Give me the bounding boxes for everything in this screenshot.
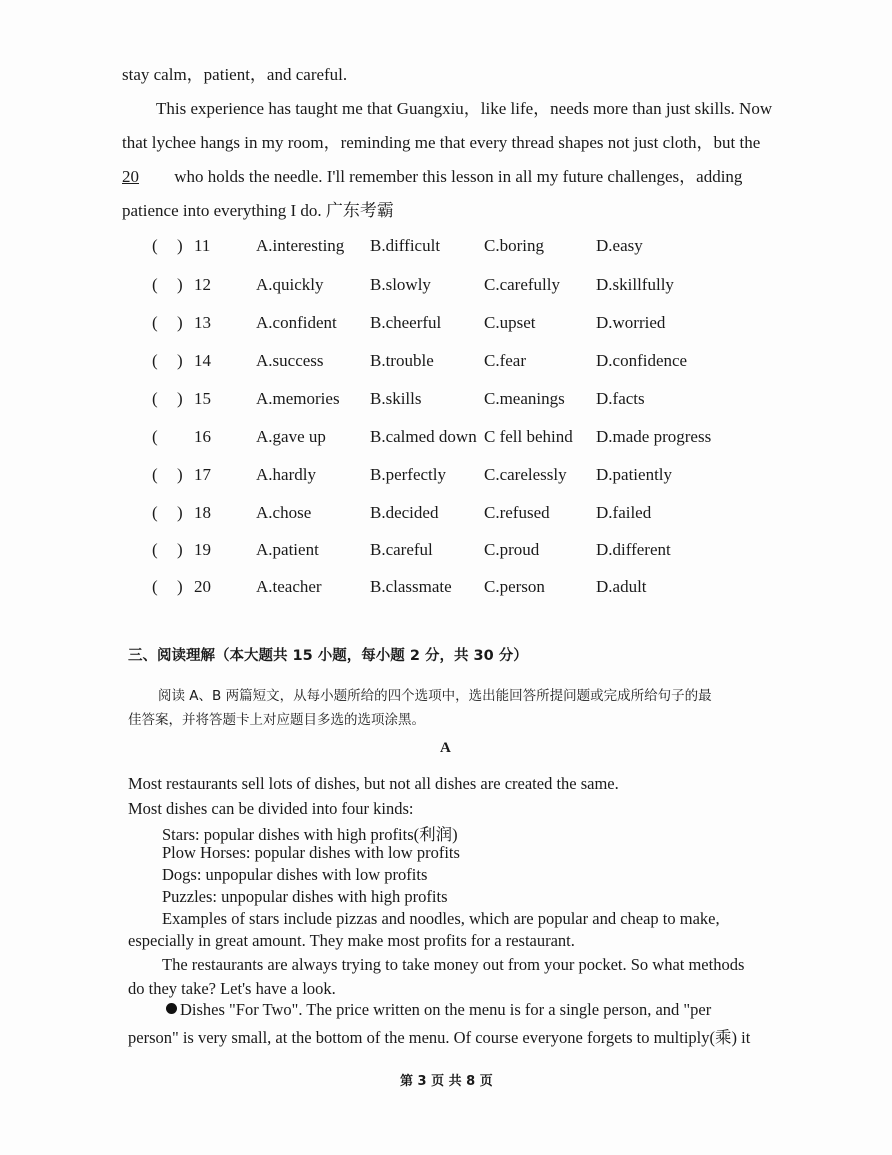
option-a: A.patient [256, 540, 319, 559]
answer-paren-open: ( [152, 313, 158, 332]
option-c: C.proud [484, 540, 540, 559]
answer-paren-open: ( [152, 236, 158, 255]
passage-text-line: Stars: popular dishes with high profits(利润) [162, 825, 458, 844]
question-number: 13 [194, 313, 211, 332]
passage-text-line: Dogs: unpopular dishes with low profits [162, 865, 428, 884]
answer-paren-close: ) [177, 503, 183, 522]
answer-paren-close: ) [177, 351, 183, 370]
passage-text: Dishes "For Two". The price written on the menu is for a single person, and "per [180, 1000, 712, 1019]
page-number: 第 3 页 共 8 页 [400, 1074, 493, 1089]
bullet-icon [166, 1003, 177, 1014]
question-number: 16 [194, 427, 211, 446]
option-d: D.easy [596, 236, 643, 255]
option-b: B.slowly [370, 275, 431, 294]
question-row [152, 236, 772, 266]
answer-paren-close: ) [177, 236, 183, 255]
passage-text-line: stay calm，patient，and careful. [122, 65, 348, 84]
answer-paren-close: ) [177, 465, 183, 484]
option-c: C.carefully [484, 275, 560, 294]
answer-paren-open: ( [152, 427, 158, 446]
passage-text-line: Puzzles: unpopular dishes with high profits [162, 887, 448, 906]
passage-text-line: patience into everything I do. 广东考霸 [122, 201, 394, 220]
answer-paren-open: ( [152, 577, 158, 596]
option-c: C fell behind [484, 427, 573, 446]
blank-number: 20 [122, 167, 139, 186]
passage-label: A [440, 740, 451, 756]
option-d: D.failed [596, 503, 652, 522]
option-d: D.different [596, 540, 671, 559]
option-b: B.calmed down [370, 427, 477, 446]
answer-paren-open: ( [152, 465, 158, 484]
passage-text-line: The restaurants are always trying to take money out from your pocket. So what methods [162, 955, 745, 974]
option-b: B.cheerful [370, 313, 442, 332]
option-c: C.upset [484, 313, 536, 332]
option-a: A.quickly [256, 275, 324, 294]
option-d: D.patiently [596, 465, 673, 484]
answer-paren-open: ( [152, 540, 158, 559]
section-instruction: 阅读 A、B 两篇短文，从每小题所给的四个选项中，选出能回答所提问题或完成所给句子的最 [158, 688, 712, 704]
option-a: A.memories [256, 389, 340, 408]
option-d: D.confidence [596, 351, 688, 370]
passage-text-line [166, 1000, 711, 1020]
passage-text: who holds the needle. I'll remember this lesson in all my future challenges，adding [174, 167, 743, 186]
answer-paren-open: ( [152, 275, 158, 294]
passage-text-line: Most restaurants sell lots of dishes, but not all dishes are created the same. [128, 774, 619, 793]
question-row [152, 351, 772, 381]
option-d: D.skillfully [596, 275, 674, 294]
question-row [152, 389, 772, 419]
question-row [152, 503, 772, 533]
question-row [152, 427, 772, 457]
answer-paren-close: ) [177, 389, 183, 408]
option-b: B.decided [370, 503, 439, 522]
answer-paren-open: ( [152, 351, 158, 370]
passage-text-line: Examples of stars include pizzas and noodles, which are popular and cheap to make, [162, 909, 720, 928]
passage-text-line: do they take? Let's have a look. [128, 979, 336, 998]
option-b: B.perfectly [370, 465, 446, 484]
question-number: 18 [194, 503, 211, 522]
question-number: 14 [194, 351, 211, 370]
option-d: D.worried [596, 313, 666, 332]
option-d: D.made progress [596, 427, 712, 446]
answer-paren-close: ) [177, 540, 183, 559]
passage-text-line [122, 160, 742, 194]
option-b: B.classmate [370, 577, 452, 596]
option-c: C.refused [484, 503, 550, 522]
passage-text-line: Plow Horses: popular dishes with low profits [162, 843, 460, 862]
answer-paren-close: ) [177, 275, 183, 294]
answer-paren-close: ) [177, 577, 183, 596]
question-number: 20 [194, 577, 211, 596]
option-c: C.carelessly [484, 465, 567, 484]
question-number: 19 [194, 540, 211, 559]
section-heading: 三、阅读理解（本大题共 15 小题，每小题 2 分，共 30 分） [128, 648, 528, 664]
passage-text-line: Most dishes can be divided into four kinds: [128, 799, 414, 818]
option-a: A.chose [256, 503, 312, 522]
passage-text-line: This experience has taught me that Guangxiu，like life，needs more than just skills. Now [156, 99, 773, 118]
question-number: 12 [194, 275, 211, 294]
question-number: 11 [194, 236, 211, 255]
question-row [152, 577, 772, 607]
question-row [152, 540, 772, 570]
option-d: D.adult [596, 577, 647, 596]
option-d: D.facts [596, 389, 645, 408]
option-a: A.teacher [256, 577, 322, 596]
option-c: C.person [484, 577, 545, 596]
option-a: A.success [256, 351, 324, 370]
option-a: A.hardly [256, 465, 316, 484]
option-c: C.boring [484, 236, 544, 255]
question-row [152, 275, 772, 305]
option-b: B.careful [370, 540, 433, 559]
option-c: C.meanings [484, 389, 565, 408]
option-c: C.fear [484, 351, 527, 370]
question-number: 17 [194, 465, 211, 484]
option-b: B.difficult [370, 236, 441, 255]
passage-text-line: especially in great amount. They make most profits for a restaurant. [128, 931, 575, 950]
option-b: B.trouble [370, 351, 434, 370]
option-a: A.confident [256, 313, 337, 332]
question-number: 15 [194, 389, 211, 408]
option-a: A.interesting [256, 236, 345, 255]
passage-text-line: that lychee hangs in my room，reminding me that every thread shapes not just cloth，but the [122, 133, 761, 152]
option-a: A.gave up [256, 427, 326, 446]
answer-paren-close: ) [177, 313, 183, 332]
question-row [152, 313, 772, 343]
question-row [152, 465, 772, 495]
option-b: B.skills [370, 389, 422, 408]
section-instruction: 佳答案，并将答题卡上对应题目多选的选项涂黑。 [128, 712, 425, 728]
answer-paren-open: ( [152, 389, 158, 408]
answer-paren-open: ( [152, 503, 158, 522]
passage-text-line: person" is very small, at the bottom of the menu. Of course everyone forgets to multiply(乘) it [128, 1028, 751, 1047]
